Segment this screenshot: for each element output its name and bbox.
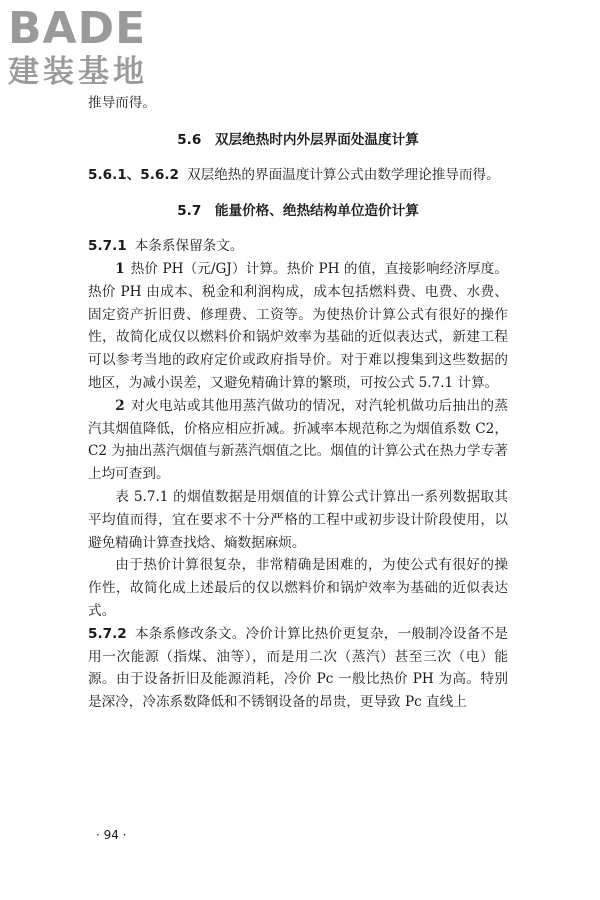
clause-number: 5.7.1 [88, 238, 127, 255]
item-2 [88, 395, 508, 486]
clause-5-7-1 [88, 235, 508, 258]
item-number: 2 [115, 397, 125, 414]
paragraph-heat-price: 由于热价计算很复杂，非常精确是困难的，为使公式有很好的操作性，故简化成上述最后的仅以燃料价和锅炉效率为基础的近似表达式。 [88, 557, 508, 619]
clause-text: 本条系修改条文。冷价计算比热价更复杂，一般制冷设备不是用一次能源（指煤、油等），而是用二次（蒸汽）甚至三次（电）能源。由于设备折旧及能源消耗，冷价 Pc 一般比热价 PH 为高。特别是深冷，冷冻系数降低和不锈钢设备的昂贵，更导致 Pc 直线上 [88, 625, 508, 711]
paragraph-table-note: 表 5.7.1 的烟值数据是用烟值的计算公式计算出一系列数据取其平均值而得，宜在要求不十分严格的工程中或初步设计阶段使用，以避免精确计算查找焓、熵数据麻烦。 [88, 488, 508, 551]
item-text: 对火电站或其他用蒸汽做功的情况，对汽轮机做功后抽出的蒸汽其烟值降低，价格应相应折减。折减率本规范称之为烟值系数 C2，C2 为抽出蒸汽烟值与新蒸汽烟值之比。烟值的计算公式在热力学专著上均可查到。 [88, 397, 508, 483]
bade-logo [8, 3, 148, 90]
section-heading-5-6: 5.6 双层绝热时内外层界面处温度计算 [177, 131, 419, 148]
section-heading-5-7: 5.7 能量价格、绝热结构单位造价计算 [177, 203, 419, 220]
logo-subtitle: 建装基地 [8, 54, 148, 90]
clause-number: 5.7.2 [88, 625, 127, 642]
paragraph-continuation: 推导而得。 [88, 95, 156, 111]
clause-text: 本条系保留条文。 [134, 238, 244, 255]
item-1 [88, 258, 508, 395]
clause-number: 5.6.1、5.6.2 [88, 166, 180, 183]
item-number: 1 [115, 260, 125, 277]
clause-text: 双层绝热的界面温度计算公式由数学理论推导而得。 [187, 166, 500, 183]
clause-5-7-2 [88, 623, 508, 714]
item-text: 热价 PH（元/GJ）计算。热价 PH 的值，直接影响经济厚度。热价 PH 由成本、税金和利润构成，成本包括燃料费、电费、水费、固定资产折旧费、修理费、工资等。为使热价计算公式有很好的操作性，故简化成仅以燃料价和锅炉效率为基础的近似表达式，新建工程可以参考当地的政府定价或政府指导价。对于难以搜集到这些数据的地区，为减小误差，又避免精确计算的繁琐，可按公式 5.7.1 计算。 [88, 260, 508, 391]
clause-5-6-2 [88, 164, 508, 187]
page-number: · 94 · [96, 828, 127, 842]
logo-wordmark: BADE [8, 3, 147, 54]
document-page [88, 92, 508, 714]
